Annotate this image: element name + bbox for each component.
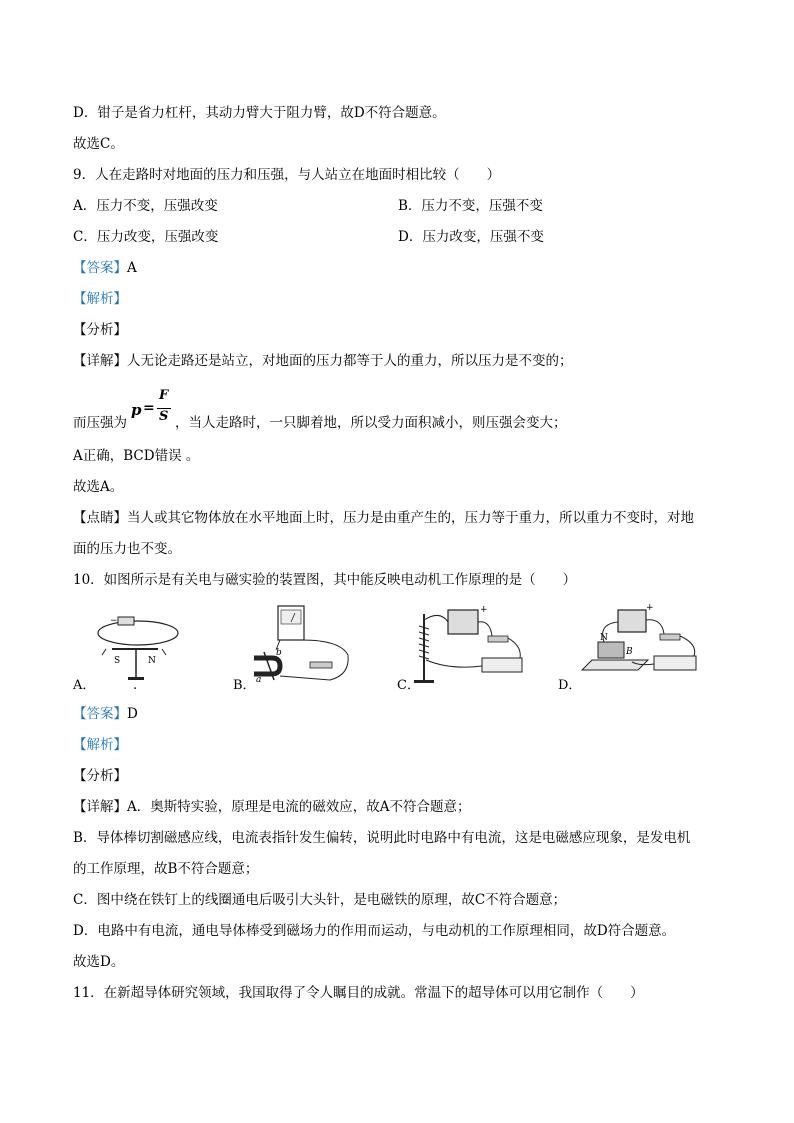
detail-line — [73, 351, 573, 371]
figure-a-label: A． — [73, 678, 96, 693]
question-9: 9．人在走路时对地面的压力和压强，与人站立在地面时相比较（ ） — [73, 167, 501, 183]
text-line: D．钳子是省力杠杆，其动力臂大于阻力臂，故D不符合题意。 — [73, 105, 446, 121]
dianjing-text: 当人或其它物体放在水平地面上时，压力是由重产生的，压力等于重力，所以重力不变时，对地 — [127, 510, 694, 526]
figure-d-motor — [578, 600, 708, 685]
option-c: C．压力改变，压强改变 — [73, 229, 219, 245]
text-line: C．图中绕在铁钉上的线圈通电后吸引大头针，是电磁铁的原理，故C不符合题意； — [73, 892, 567, 908]
jiexi-tag: 【解析】 — [73, 737, 127, 753]
figure-d-label: D． — [558, 678, 582, 693]
formula-eq: = — [143, 400, 155, 416]
minus-sign: − — [110, 616, 118, 626]
detail-tag: 【详解】 — [73, 353, 127, 369]
figure-a-dot: . — [133, 678, 138, 693]
switch — [660, 634, 680, 640]
answer-tag: 【答案】 — [73, 260, 127, 276]
rheostat — [654, 656, 696, 670]
answer-value: A — [127, 260, 137, 276]
pressure-line-prefix: 而压强为 — [73, 415, 127, 431]
detail-text: A．奥斯特实验，原理是电流的磁效应，故A不符合题意； — [127, 799, 471, 815]
question-10: 10．如图所示是有关电与磁实验的装置图，其中能反映电动机工作原理的是（ ） — [73, 572, 577, 588]
label-n: N — [600, 633, 608, 643]
option-a: A．压力不变，压强改变 — [73, 198, 218, 214]
figure-c-electromagnet — [410, 600, 530, 685]
text-line: 面的压力也不变。 — [73, 541, 181, 557]
label-s: S — [114, 656, 121, 666]
dianjing-tag: 【点睛】 — [73, 510, 127, 526]
arrow-left — [102, 649, 106, 655]
answer-value: D — [127, 706, 138, 722]
formula-numerator: F — [159, 388, 169, 403]
fenxi-tag: 【分析】 — [73, 322, 127, 338]
label-b: B — [626, 647, 633, 657]
switch — [310, 662, 332, 668]
text-line: 故选D。 — [73, 954, 125, 970]
text-line: 的工作原理，故B不符合题意； — [73, 861, 259, 877]
battery-pack — [448, 610, 478, 634]
text-line: A正确，BCD错误 。 — [73, 448, 200, 464]
label-b-small: b — [276, 648, 282, 658]
wire — [276, 640, 348, 680]
switch — [488, 636, 508, 642]
fenxi-tag: 【分析】 — [73, 768, 127, 784]
text-line: 故选C。 — [73, 136, 124, 152]
plus-sign: + — [646, 603, 654, 613]
text-line: B．导体棒切割磁感应线，电流表指针发生偏转，说明此时电路中有电流，这是电磁感应现象，是发电机 — [73, 830, 691, 846]
answer-line — [73, 258, 137, 278]
formula-denominator: S — [159, 409, 169, 424]
rheostat — [482, 658, 522, 672]
battery — [118, 617, 134, 625]
text-line: D．电路中有电流，通电导体棒受到磁场力的作用而运动，与电动机的工作原理相同，故D符合题意。 — [73, 923, 676, 939]
question-11: 11．在新超导体研究领域，我国取得了令人瞩目的成就。常温下的超导体可以用它制作（ ） — [73, 985, 644, 1001]
detail-tag: 【详解】 — [73, 799, 127, 815]
formula-p: p — [131, 401, 142, 419]
answer-line — [73, 704, 138, 724]
battery-pack — [618, 610, 646, 632]
pressure-line-rest: ，当人走路时，一只脚着地，所以受力面积减小，则压强会变大； — [175, 415, 567, 431]
detail-text: 人无论走路还是站立，对地面的压力都等于人的重力，所以压力是不变的； — [127, 353, 573, 369]
label-n: N — [148, 656, 156, 666]
magnet — [598, 642, 624, 658]
answer-tag: 【答案】 — [73, 706, 127, 722]
option-b: B．压力不变，压强不变 — [398, 198, 543, 214]
arrow-right — [162, 649, 166, 655]
figure-b-induction — [250, 600, 360, 685]
label-a-small: a — [256, 675, 262, 685]
platform — [582, 660, 648, 670]
figure-b-label: B． — [233, 678, 256, 693]
dianjing-line — [73, 508, 694, 528]
figure-a-oersted — [90, 605, 190, 685]
plus-sign: + — [480, 605, 488, 615]
option-d: D．压力改变，压强不变 — [398, 229, 544, 245]
jiexi-tag: 【解析】 — [73, 291, 127, 307]
text-line: 故选A。 — [73, 479, 124, 495]
figure-c-label: C． — [397, 678, 420, 693]
detail-line — [73, 797, 471, 817]
